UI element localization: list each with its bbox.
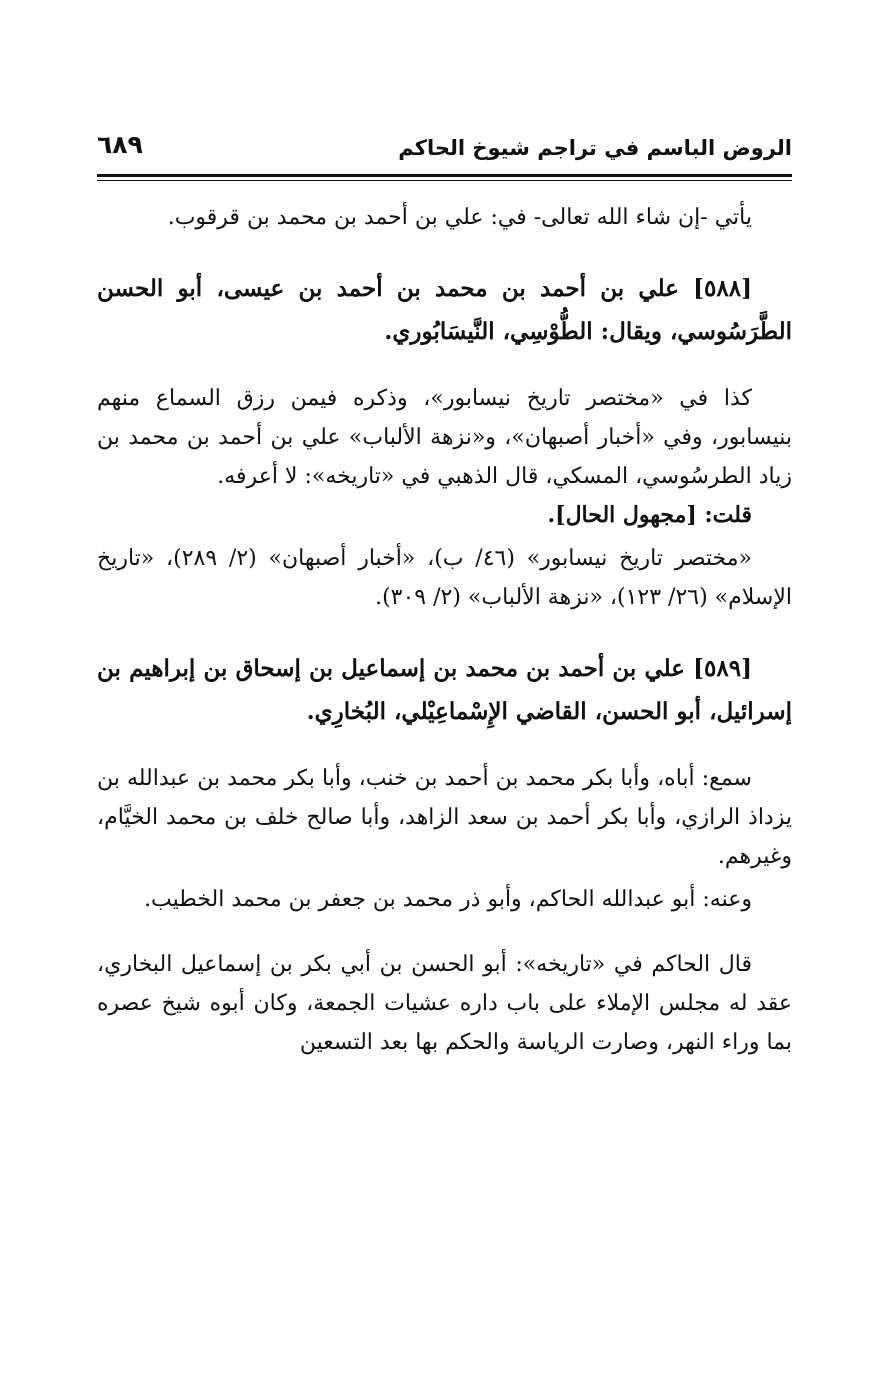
students-paragraph: وعنه: أبو عبدالله الحاكم، وأبو ذر محمد بن جعفر بن محمد الخطيب. — [144, 887, 752, 912]
running-title: الروض الباسم في تراجم شيوخ الحاكم — [398, 136, 792, 160]
page-header — [97, 128, 792, 172]
author-note: قلت: [مجهول الحال]. — [547, 502, 752, 528]
source-paragraph: كذا في «مختصر تاريخ نيسابور»، وذكره فيمن رزق السماع منهم بنيسابور، وفي «أخبار أصبهان»، و«نزهة الألباب» علي بن أحمد بن محمد بن زياد الطرسُوسي، المسكي، قال الذهبي في «تاريخه»: لا أعرفه. — [97, 386, 792, 489]
continuation-paragraph: يأتي -إن شاء الله تعالى- في: علي بن أحمد بن محمد بن قرقوب. — [167, 205, 752, 230]
references-588: «مختصر تاريخ نيسابور» (٤٦/ ب)، «أخبار أصبهان» (٢/ ٢٨٩)، «تاريخ الإسلام» (٢٦/ ١٢٣)، «نزهة الألباب» (٢/ ٣٠٩). — [97, 546, 792, 610]
hakim-quote-paragraph: قال الحاكم في «تاريخه»: أبو الحسن بن أبي بكر بن إسماعيل البخاري، عقد له مجلس الإملاء على باب داره عشيات الجمعة، وكان أبوه شيخ عصره بما وراء النهر، وصارت الرياسة والحكم بها بعد التسعين — [97, 952, 792, 1055]
header-rule-thick — [97, 174, 792, 177]
header-rule-thin — [97, 180, 792, 181]
entry-heading-588: [٥٨٨] علي بن أحمد بن محمد بن أحمد بن عيسى، أبو الحسن الطَّرَسُوسي، ويقال: الطُّوْسِي، النَّيسَابُوري. — [97, 275, 792, 345]
page-body — [97, 198, 792, 1062]
entry-heading-589: [٥٨٩] علي بن أحمد بن محمد بن إسماعيل بن إسحاق بن إبراهيم بن إسرائيل، أبو الحسن، القاضي الإِسْماعِيْلي، البُخارِي. — [97, 655, 792, 725]
teachers-paragraph: سمع: أباه، وأبا بكر محمد بن أحمد بن خنب، وأبا بكر محمد بن عبدالله بن يزداذ الرازي، وأبا بكر أحمد بن سعد الزاهد، وأبا صالح خلف بن محمد الخيَّام، وغيرهم. — [97, 766, 792, 869]
page-number: ٦٨٩ — [97, 130, 143, 159]
